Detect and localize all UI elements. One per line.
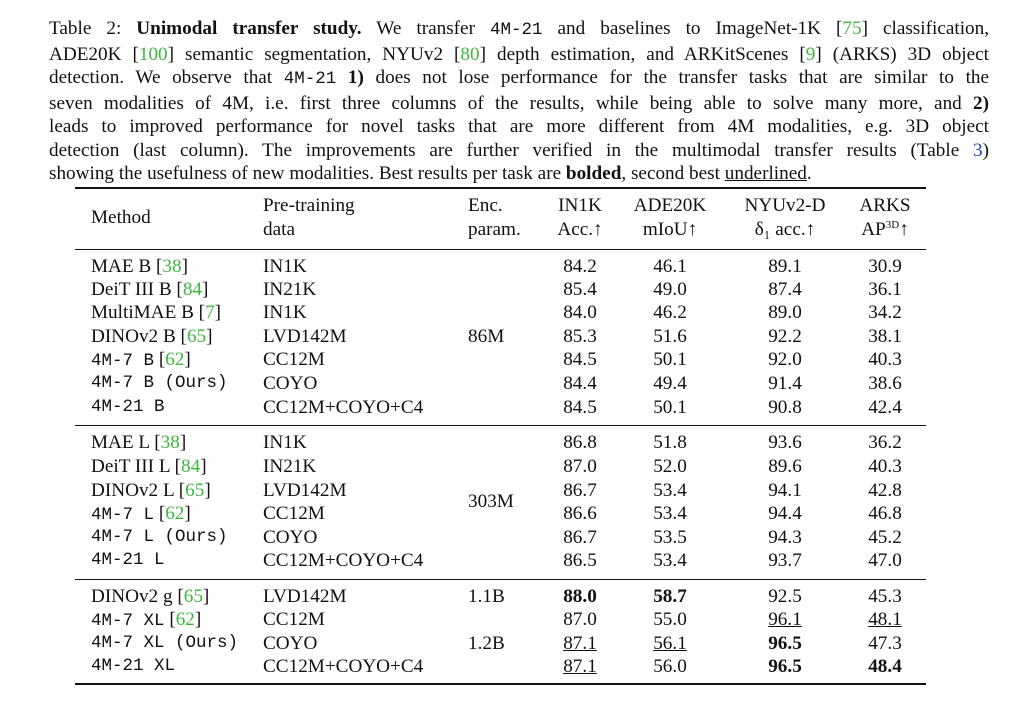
citation-link[interactable]: 65 <box>185 480 205 501</box>
nyu-cell: 87.4 <box>768 279 802 300</box>
arks-cell: 36.2 <box>868 432 902 453</box>
ade-cell: 56.1 <box>653 633 687 654</box>
ade-cell: 46.2 <box>653 302 687 323</box>
arks-cell: 34.2 <box>868 302 902 323</box>
arks-cell: 38.1 <box>868 326 902 347</box>
caption-line-4: seven modalities of 4M, i.e. first three columns of the results, while being able to solve many more, and 2) <box>49 92 989 114</box>
method-cell: 4M-21 L <box>91 550 165 570</box>
nyu-cell: 94.1 <box>768 480 802 501</box>
caption-line-2: ADE20K [100] semantic segmentation, NYUv2 [80] depth estimation, and ARKitScenes [9] (ARKS) 3D object <box>49 43 989 65</box>
method-cell: 4M-7 B [62] <box>91 349 191 371</box>
arks-cell: 47.3 <box>868 633 902 654</box>
ade-cell: 56.0 <box>653 656 687 677</box>
ade-cell: 49.4 <box>653 373 687 394</box>
citation-link[interactable]: 75 <box>842 18 862 39</box>
nyu-cell: 93.7 <box>768 550 802 571</box>
citation-link[interactable]: 84 <box>181 456 201 477</box>
header-ade20k-sub: mIoU↑ <box>642 219 698 240</box>
in1k-cell: 85.3 <box>563 326 597 347</box>
nyu-cell: 92.5 <box>768 586 802 607</box>
in1k-cell: 84.4 <box>563 373 597 394</box>
group-rule <box>75 579 926 580</box>
arks-cell: 46.8 <box>868 503 902 524</box>
ade-cell: 50.1 <box>653 349 687 370</box>
data-cell: COYO <box>263 373 318 394</box>
arks-cell: 38.6 <box>868 373 902 394</box>
data-cell: CC12M <box>263 609 325 630</box>
in1k-cell: 84.5 <box>563 397 597 418</box>
data-cell: CC12M <box>263 349 325 370</box>
enc-param-cell: 86M <box>468 326 505 347</box>
method-cell: 4M-7 B (Ours) <box>91 373 228 393</box>
ade-cell: 53.4 <box>653 480 687 501</box>
data-cell: IN21K <box>263 279 317 300</box>
ade-cell: 52.0 <box>653 456 687 477</box>
citation-link[interactable]: 38 <box>160 432 180 453</box>
header-arks-sub: $AP^{3D}↑$ <box>861 219 909 240</box>
nyu-cell: 94.4 <box>768 503 802 524</box>
in1k-cell: 85.4 <box>563 279 597 300</box>
group-rule <box>75 425 926 426</box>
arks-cell: 42.8 <box>868 480 902 501</box>
model-name: 4M-21 <box>283 69 337 89</box>
data-cell: IN1K <box>263 256 307 277</box>
ade-cell: 53.5 <box>653 527 687 548</box>
nyu-cell: 94.3 <box>768 527 802 548</box>
enc-param-cell: 1.2B <box>468 633 505 654</box>
header-nyuv2: NYUv2-D <box>744 195 826 216</box>
citation-link[interactable]: 38 <box>162 256 182 277</box>
header-pretrain-sub: data <box>263 219 295 240</box>
ade-cell: 51.8 <box>653 432 687 453</box>
in1k-cell: 86.5 <box>563 550 597 571</box>
nyu-cell: 96.1 <box>768 609 802 630</box>
in1k-cell: 87.0 <box>563 609 597 630</box>
arks-cell: 36.1 <box>868 279 902 300</box>
data-cell: CC12M+COYO+C4 <box>263 397 424 418</box>
header-rule <box>75 249 926 250</box>
method-cell: MAE L [38] <box>91 432 187 453</box>
nyu-cell: 96.5 <box>768 656 802 677</box>
caption-line-5: leads to improved performance for novel tasks that are more different from 4M modalities, e.g. 3D object <box>49 116 989 137</box>
table-label: Table 2: <box>49 18 122 39</box>
data-cell: CC12M+COYO+C4 <box>263 656 424 677</box>
data-cell: LVD142M <box>263 326 347 347</box>
header-enc: Enc. <box>468 195 503 216</box>
ade-cell: 53.4 <box>653 550 687 571</box>
header-method: Method <box>91 207 151 228</box>
citation-link[interactable]: 62 <box>165 349 185 370</box>
method-cell: 4M-7 L [62] <box>91 503 191 525</box>
ade-cell: 51.6 <box>653 326 687 347</box>
in1k-cell: 88.0 <box>563 586 597 607</box>
table-top-rule <box>75 187 926 189</box>
header-arks: ARKS <box>859 195 911 216</box>
data-cell: COYO <box>263 527 318 548</box>
method-cell: DINOv2 g [65] <box>91 586 210 607</box>
header-pretrain: Pre-training <box>263 195 355 216</box>
ade-cell: 50.1 <box>653 397 687 418</box>
method-cell: MultiMAE B [7] <box>91 302 222 323</box>
in1k-cell: 87.0 <box>563 456 597 477</box>
data-cell: LVD142M <box>263 480 347 501</box>
table-ref-link[interactable]: 3 <box>973 139 983 161</box>
citation-link[interactable]: 84 <box>182 279 203 300</box>
caption-line-3: detection. We observe that 4M-21 1) does not lose performance for the transfer tasks that are similar to the <box>49 67 990 89</box>
method-cell: DeiT III B [84] <box>91 279 209 300</box>
header-nyuv2-sub: δ₁ acc.↑ <box>754 219 816 240</box>
caption-title: Unimodal transfer study. <box>136 18 362 39</box>
in1k-cell: 86.6 <box>563 503 597 524</box>
data-cell: CC12M <box>263 503 325 524</box>
nyu-cell: 93.6 <box>768 432 802 453</box>
citation-link[interactable]: 9 <box>805 43 816 65</box>
data-cell: COYO <box>263 633 318 654</box>
ade-cell: 46.1 <box>653 256 687 277</box>
arks-cell: 40.3 <box>868 349 902 370</box>
method-cell: DINOv2 L [65] <box>91 480 211 501</box>
citation-link[interactable]: 100 <box>138 43 168 65</box>
citation-link[interactable]: 65 <box>186 326 207 347</box>
enc-param-cell: 1.1B <box>468 586 505 607</box>
header-enc-sub: param. <box>468 219 521 240</box>
method-cell: 4M-7 L (Ours) <box>91 527 228 547</box>
method-cell: DINOv2 B [65] <box>91 326 213 347</box>
data-cell: CC12M+COYO+C4 <box>263 550 424 571</box>
in1k-cell: 84.0 <box>563 302 597 323</box>
method-cell: 4M-7 XL [62] <box>91 609 202 631</box>
nyu-cell: 92.2 <box>768 326 802 347</box>
arks-cell: 45.2 <box>868 527 902 548</box>
arks-cell: 40.3 <box>868 456 902 477</box>
data-cell: IN1K <box>263 302 307 323</box>
nyu-cell: 91.4 <box>768 373 802 394</box>
ade-cell: 55.0 <box>653 609 687 630</box>
citation-link[interactable]: 7 <box>205 302 215 323</box>
arks-cell: 48.1 <box>868 609 902 630</box>
arks-cell: 42.4 <box>868 397 902 418</box>
arks-cell: 30.9 <box>868 256 902 277</box>
ade-cell: 53.4 <box>653 503 687 524</box>
table-bottom-rule <box>75 683 926 685</box>
citation-link[interactable]: 62 <box>175 609 195 630</box>
nyu-cell: 96.5 <box>768 633 802 654</box>
ade-cell: 49.0 <box>653 279 687 300</box>
method-cell: 4M-21 B <box>91 397 165 417</box>
nyu-cell: 90.8 <box>768 397 802 418</box>
nyu-cell: 89.6 <box>768 456 802 477</box>
table-caption <box>49 17 989 186</box>
in1k-cell: 86.8 <box>563 432 597 453</box>
model-name: 4M-21 <box>489 20 543 40</box>
citation-link[interactable]: 65 <box>183 586 203 607</box>
data-cell: IN21K <box>263 456 317 477</box>
method-cell: MAE B [38] <box>91 256 188 277</box>
header-ade20k: ADE20K <box>633 195 707 216</box>
nyu-cell: 89.1 <box>768 256 802 277</box>
citation-link[interactable]: 62 <box>165 503 185 524</box>
method-cell: 4M-21 XL <box>91 656 176 676</box>
in1k-cell: 86.7 <box>563 527 597 548</box>
in1k-cell: 84.5 <box>563 349 597 370</box>
caption-line-7: showing the usefulness of new modalities. Best results per task are bolded, second best underlined. <box>49 163 812 184</box>
ade-cell: 58.7 <box>653 586 687 607</box>
in1k-cell: 84.2 <box>563 256 597 277</box>
in1k-cell: 87.1 <box>563 633 597 654</box>
method-cell: DeiT III L [84] <box>91 456 207 477</box>
enc-param-cell: 303M <box>468 491 514 512</box>
caption-line-1: Table 2: Unimodal transfer study. We transfer 4M-21 and baselines to ImageNet-1K [75] classification, <box>49 18 990 40</box>
nyu-cell: 89.0 <box>768 302 802 323</box>
arks-cell: 45.3 <box>868 586 902 607</box>
in1k-cell: 86.7 <box>563 480 597 501</box>
header-in1k: IN1K <box>558 195 602 216</box>
caption-line-6: detection (last column). The improvements are further verified in the multimodal transfer results (Table 3) <box>49 139 989 161</box>
nyu-cell: 92.0 <box>768 349 802 370</box>
data-cell: LVD142M <box>263 586 347 607</box>
arks-cell: 47.0 <box>868 550 902 571</box>
header-in1k-sub: Acc.↑ <box>557 219 603 240</box>
data-cell: IN1K <box>263 432 307 453</box>
arks-cell: 48.4 <box>868 656 902 677</box>
citation-link[interactable]: 80 <box>460 43 480 65</box>
in1k-cell: 87.1 <box>563 656 597 677</box>
method-cell: 4M-7 XL (Ours) <box>91 633 239 653</box>
